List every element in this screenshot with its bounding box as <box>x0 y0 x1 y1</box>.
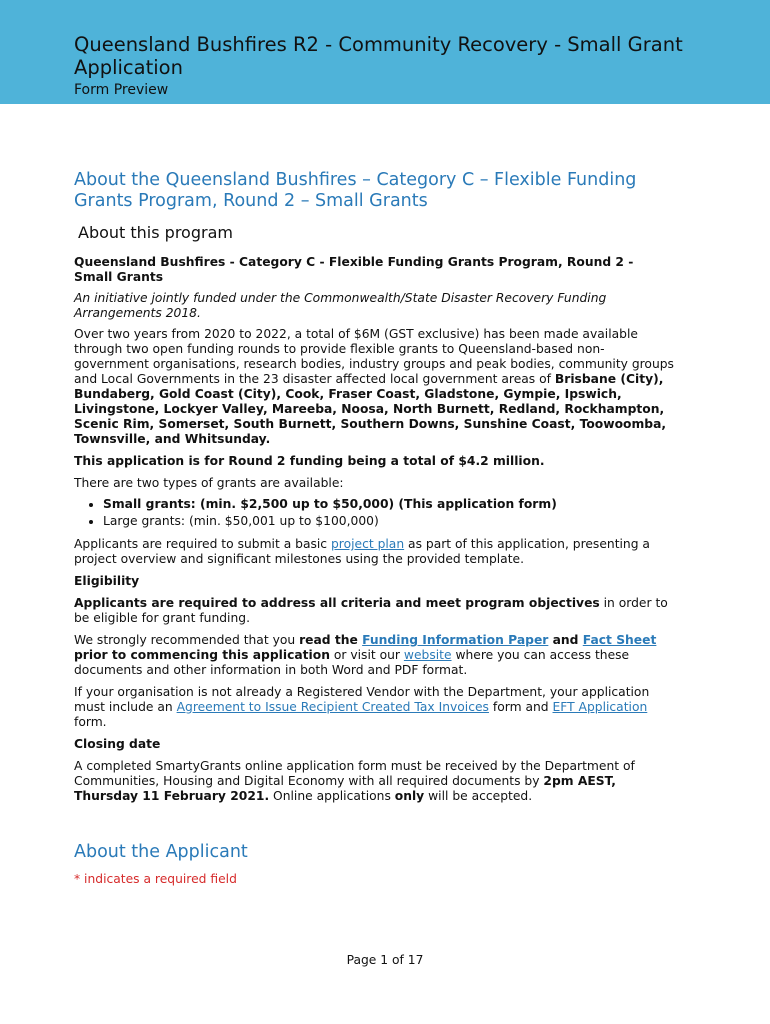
closing-date-paragraph: A completed SmartyGrants online application form must be received by the Department of Communities, Housing and Digital Economy with all required documents by 2pm AEST, Thursday 11 February 2021. Online applications only will be accepted. <box>74 759 635 803</box>
initiative-text: An initiative jointly funded under the Commonwealth/State Disaster Recovery Funding Arrangements 2018. <box>74 291 607 320</box>
form-title: Queensland Bushfires R2 - Community Recovery - Small Grant Application <box>74 33 683 79</box>
closing-date-heading: Closing date <box>74 737 161 751</box>
website-link[interactable]: website <box>403 648 452 662</box>
eft-application-link[interactable]: EFT Application <box>552 700 648 714</box>
project-plan-link[interactable]: project plan <box>330 537 405 551</box>
eligibility-heading: Eligibility <box>74 574 140 588</box>
form-content <box>74 170 674 887</box>
about-program-heading: About this program <box>78 223 233 242</box>
fact-sheet-link[interactable]: Fact Sheet <box>582 633 657 647</box>
program-section-heading: About the Queensland Bushfires – Category C – Flexible Funding Grants Program, Round 2 – Small Grants <box>74 170 637 211</box>
eligibility-criteria: Applicants are required to address all criteria and meet program objectives in order to be eligible for grant funding. <box>74 596 668 625</box>
closing-deadline: 2pm AEST, Thursday 11 February 2021. <box>74 774 616 803</box>
grant-types-intro: There are two types of grants are available: <box>74 476 344 490</box>
round-funding-text: This application is for Round 2 funding being a total of $4.2 million. <box>74 454 545 468</box>
grant-types-list <box>74 496 674 530</box>
tax-invoices-agreement-link[interactable]: Agreement to Issue Recipient Created Tax Invoices <box>176 700 489 714</box>
form-subtitle: Form Preview <box>74 82 169 98</box>
grant-type-small: • Small grants: (min. $2,500 up to $50,000) (This application form) <box>103 496 674 513</box>
grant-type-large: • Large grants: (min. $50,001 up to $100,000) <box>103 513 674 530</box>
vendor-paragraph: If your organisation is not already a Registered Vendor with the Department, your application must include an Agreement to Issue Recipient Created Tax Invoices form and EFT Application form. <box>74 685 650 729</box>
program-title: Queensland Bushfires - Category C - Flexible Funding Grants Program, Round 2 - Small Grants <box>74 255 634 284</box>
project-plan-paragraph: Applicants are required to submit a basic project plan as part of this application, presenting a project overview and significant milestones using the provided template. <box>74 537 650 566</box>
applicant-section-heading: About the Applicant <box>74 842 248 862</box>
required-field-note: * indicates a required field <box>74 872 237 886</box>
overview-paragraph: Over two years from 2020 to 2022, a total of $6M (GST exclusive) has been made available through two open funding rounds to provide flexible grants to Queensland-based non-government organisations, research bodies, industry groups and peak bodies, community groups and Local Governments in the 23 disaster affected local government areas of Brisbane (City), Bundaberg, Gold Coast (City), Cook, Fraser Coast, Gladstone, Gympie, Ipswich, Livingstone, Lockyer Valley, Mareeba, Noosa, North Burnett, Redland, Rockhampton, Scenic Rim, Somerset, South Burnett, Southern Downs, Sunshine Coast, Toowoomba, Townsville, and Whitsunday. <box>74 327 674 446</box>
funding-info-paper-link[interactable]: Funding Information Paper <box>362 633 549 647</box>
page-number: Page 1 of 17 <box>346 953 424 967</box>
form-header <box>0 0 770 104</box>
affected-areas: Brisbane (City), Bundaberg, Gold Coast (City), Cook, Fraser Coast, Gladstone, Gympie, Ipswich, Livingstone, Lockyer Valley, Mareeba, Noosa, North Burnett, Redland, Rockhampton, Scenic Rim, Somerset, South Burnett, Southern Downs, Sunshine Coast, Toowoomba, Townsville, and Whitsunday. <box>74 372 667 446</box>
recommendation-paragraph: We strongly recommended that you read the Funding Information Paper and Fact Sheet prior to commencing this application or visit our website where you can access these documents and other information in both Word and PDF format. <box>74 633 657 677</box>
